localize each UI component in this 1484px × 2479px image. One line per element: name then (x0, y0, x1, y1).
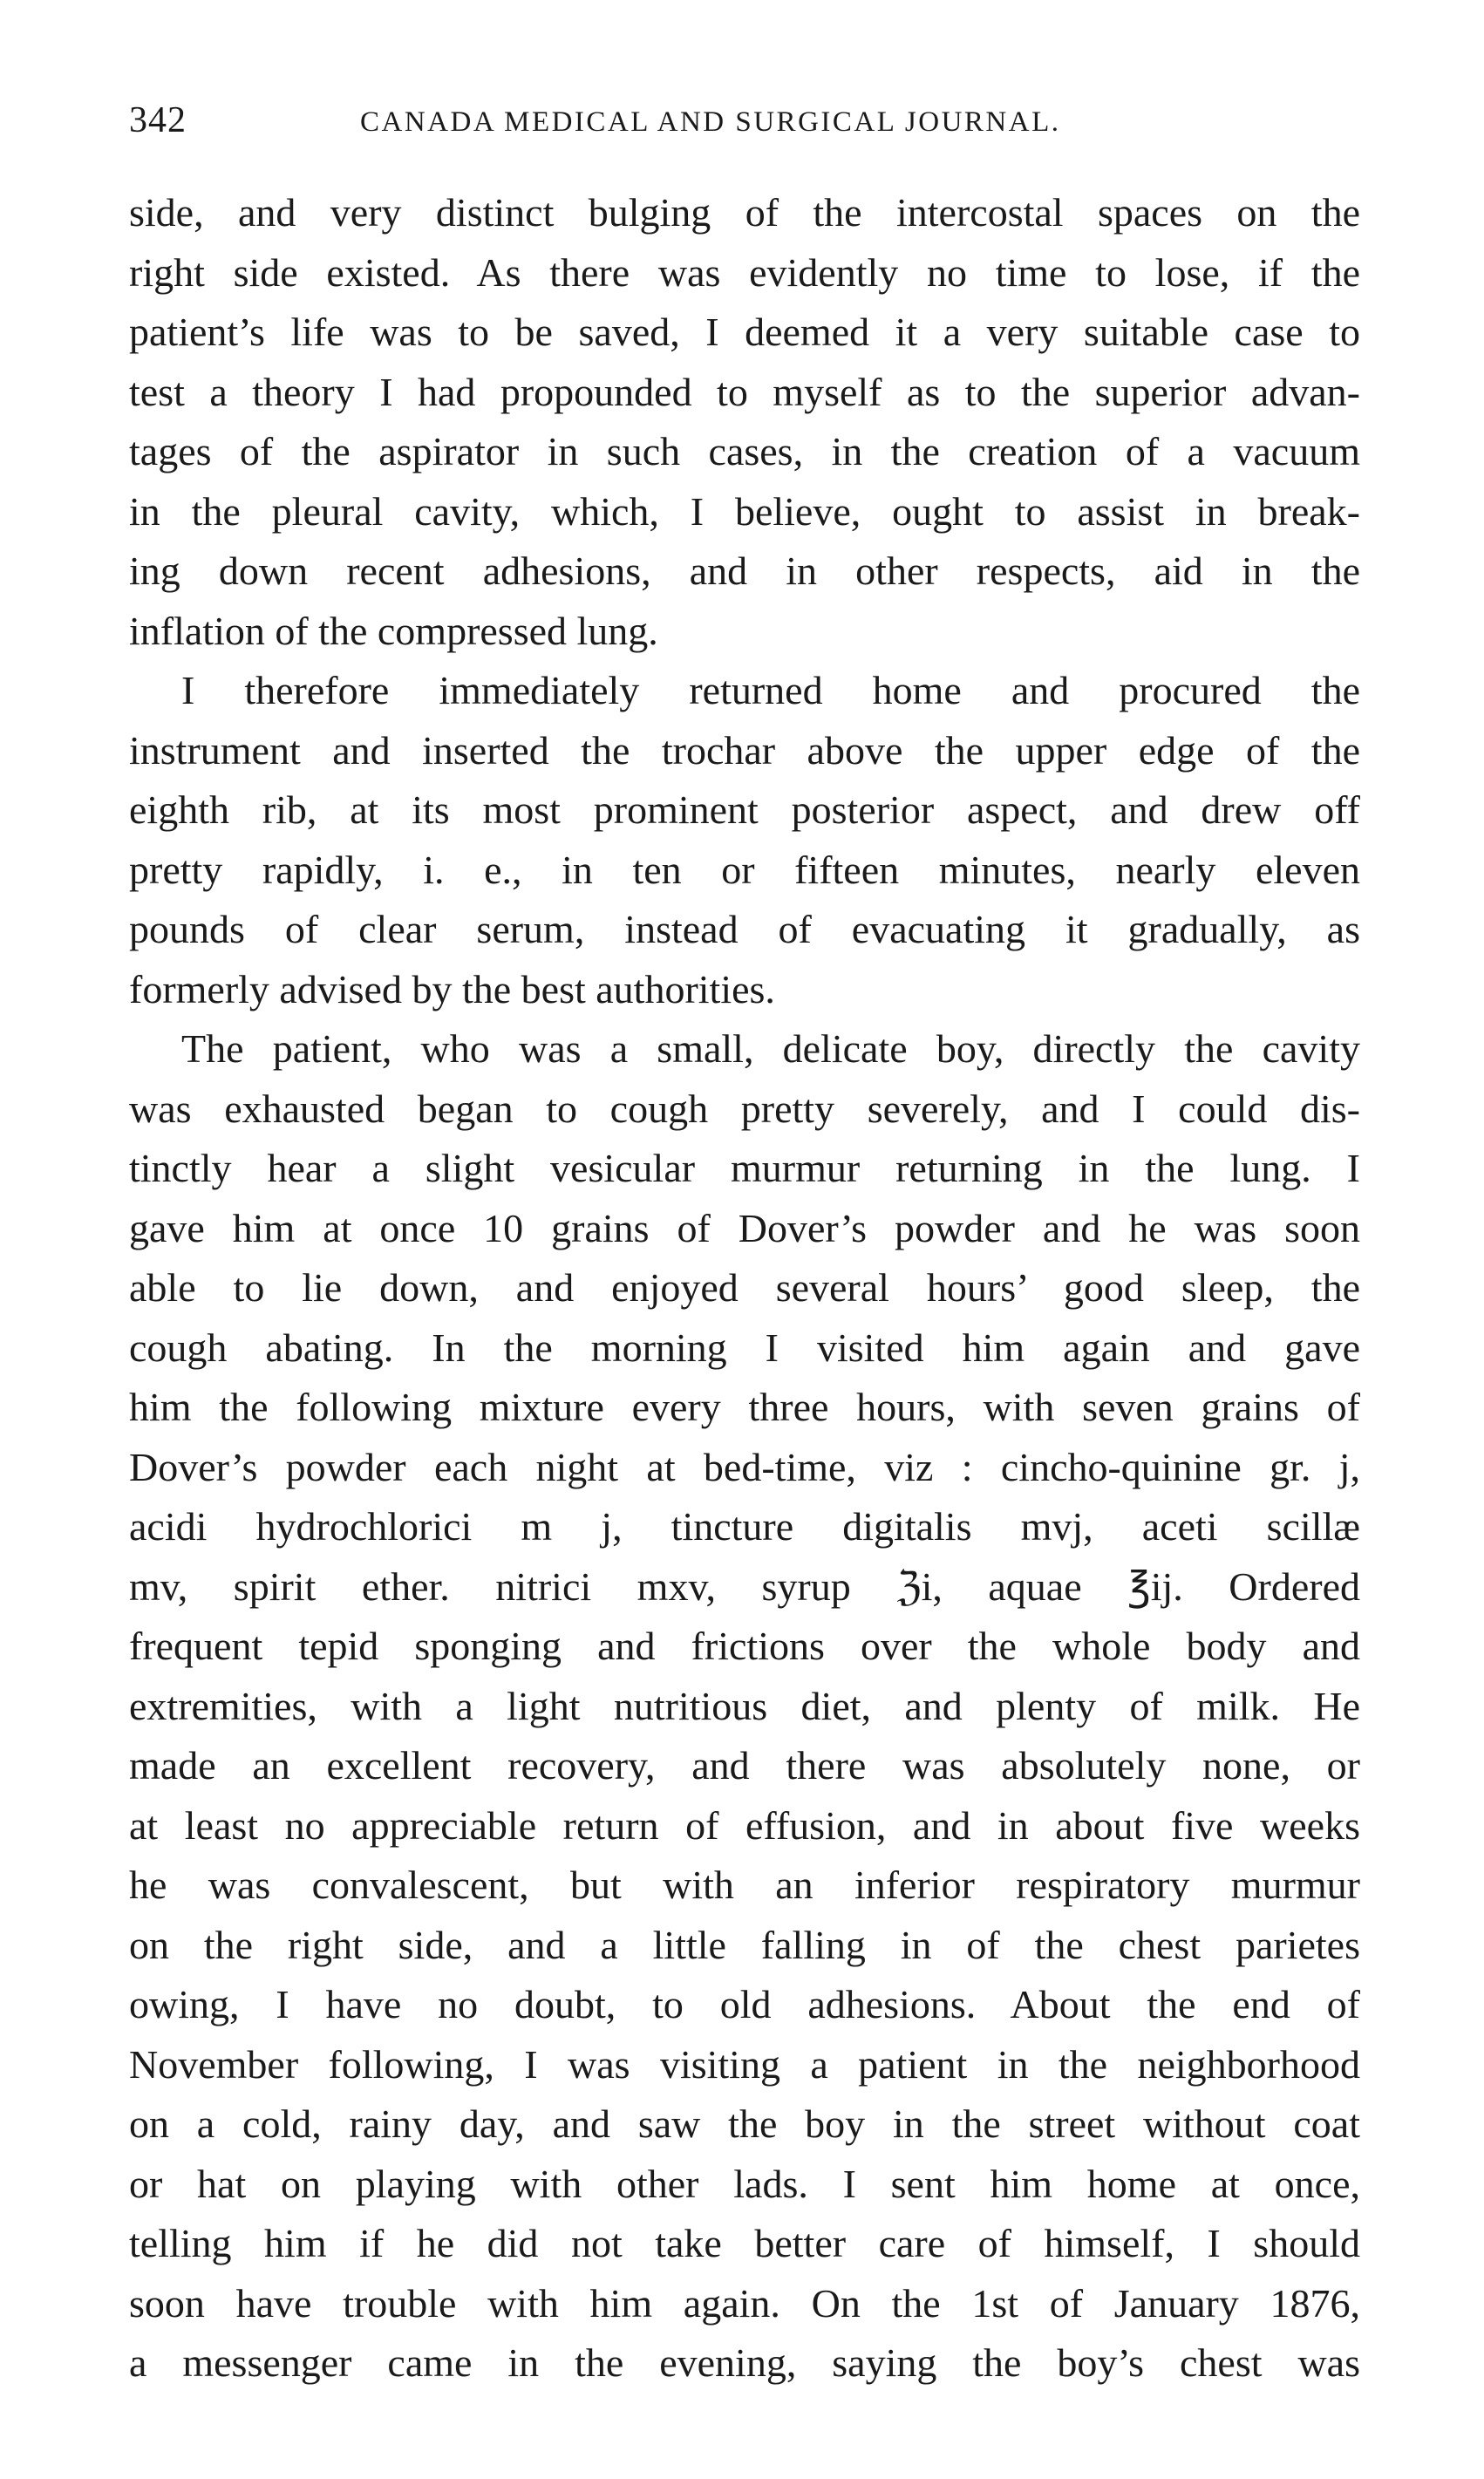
page-header (129, 94, 1367, 146)
text-line: tages of the aspirator in such cases, in the creation of a vacuum (129, 429, 1360, 473)
text-line: made an excellent recovery, and there was absolutely none, or (129, 1743, 1360, 1788)
text-line: right side existed. As there was evidently no time to lose, if the (129, 249, 1360, 295)
text-line: telling him if he did not take better care of himself, I should (129, 2221, 1360, 2265)
text-line: able to lie down, and enjoyed several hours’ good sleep, the (129, 1265, 1360, 1310)
text-line: mv, spirit ether. nitrici mxv, syrup ℨi, aquae ℥ij. Ordered (129, 1563, 1360, 1609)
body-text (129, 183, 1360, 2394)
text-line: acidi hydrochlorici m j, tincture digitalis mvj, aceti scillæ (129, 1504, 1360, 1549)
text-line: pounds of clear serum, instead of evacuating it gradually, as (129, 907, 1360, 951)
text-line: owing, I have no doubt, to old adhesions. About the end of (129, 1982, 1360, 2026)
text-line: November following, I was visiting a patient in the neighborhood (129, 2041, 1360, 2087)
text-line: was exhausted began to cough pretty severely, and I could dis- (129, 1086, 1360, 1131)
text-line: gave him at once 10 grains of Dover’s powder and he was soon (129, 1205, 1360, 1250)
text-line: test a theory I had propounded to myself as to the superior advan- (129, 369, 1360, 414)
text-line: patient’s life was to be saved, I deemed it a very suitable case to (129, 310, 1360, 354)
text-line: soon have trouble with him again. On the 1st of January 1876, (129, 2280, 1360, 2326)
text-line: a messenger came in the evening, saying the boy’s chest was (129, 2340, 1360, 2385)
text-line: extremities, with a light nutritious diet, and plenty of milk. He (129, 1683, 1360, 1728)
text-line: frequent tepid sponging and frictions over the whole body and (129, 1624, 1360, 1668)
text-line: The patient, who was a small, delicate boy, directly the cavity (181, 1026, 1360, 1071)
text-line: or hat on playing with other lads. I sent him home at once, (129, 2161, 1360, 2206)
text-line: on the right side, and a little falling in of the chest parietes (129, 1922, 1360, 1967)
text-line: Dover’s powder each night at bed-time, viz : cincho-quinine gr. j, (129, 1444, 1360, 1489)
text-line: tinctly hear a slight vesicular murmur returning in the lung. I (129, 1146, 1360, 1190)
text-line: him the following mixture every three hours, with seven grains of (129, 1385, 1360, 1429)
text-line: ing down recent adhesions, and in other respects, aid in the (129, 548, 1360, 593)
page-number: 342 (129, 100, 187, 140)
running-head: CANADA MEDICAL AND SURGICAL JOURNAL. (360, 106, 1061, 138)
text-line: on a cold, rainy day, and saw the boy in the street without coat (129, 2101, 1360, 2146)
text-line: eighth rib, at its most prominent posterior aspect, and drew off (129, 787, 1360, 832)
text-line: inflation of the compressed lung. (129, 608, 658, 653)
text-line: cough abating. In the morning I visited him again and gave (129, 1325, 1360, 1370)
text-line: instrument and inserted the trochar above the upper edge of the (129, 727, 1360, 773)
text-line: pretty rapidly, i. e., in ten or fifteen minutes, nearly eleven (129, 847, 1360, 892)
text-line: formerly advised by the best authorities. (129, 966, 775, 1011)
text-line: side, and very distinct bulging of the intercostal spaces on the (129, 190, 1360, 235)
text-line: he was convalescent, but with an inferior respiratory murmur (129, 1863, 1360, 1907)
text-line: in the pleural cavity, which, I believe, ought to assist in break- (129, 488, 1360, 534)
text-line: at least no appreciable return of effusion, and in about five weeks (129, 1802, 1360, 1848)
text-line: I therefore immediately returned home and procured the (181, 668, 1360, 712)
